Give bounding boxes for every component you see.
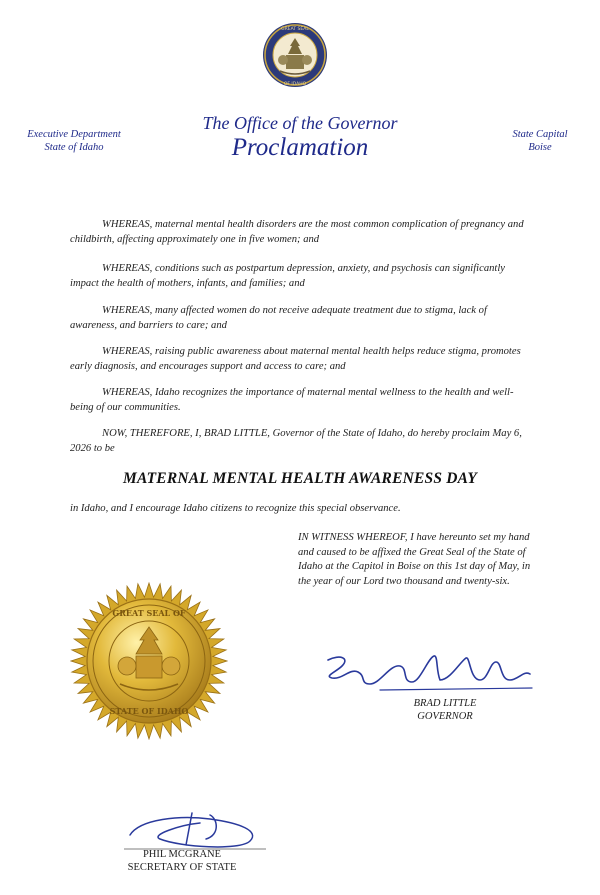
boise-label: Boise [528,142,552,153]
svg-text:GREAT SEAL: GREAT SEAL [281,27,309,32]
office-title: The Office of the Governor [202,113,398,133]
whereas-paragraph: WHEREAS, many affected women do not receive adequate treatment due to stigma, lack of awareness, and barriers to care; and [70,305,487,331]
closing-line: in Idaho, and I encourage Idaho citizens to recognize this special observance. [70,503,401,514]
proclamation-title: Proclamation [231,134,369,161]
svg-text:STATE OF IDAHO: STATE OF IDAHO [109,706,189,716]
state-capital-label: State Capital [512,129,568,140]
proclamation-headline: MATERNAL MENTAL HEALTH AWARENESS DAY [122,470,478,487]
governor-title: GOVERNOR [417,711,473,722]
right-header [490,128,590,154]
secretary-name: PHIL MCGRANE [142,849,222,860]
gold-embossed-seal-icon [70,582,228,740]
state-of-idaho-label: State of Idaho [44,142,104,153]
executive-department-label: Executive Department [27,129,121,140]
governor-signature-icon [320,650,540,698]
svg-text:OF IDAHO: OF IDAHO [283,82,307,87]
whereas-paragraph: WHEREAS, Idaho recognizes the importance of maternal mental wellness to the health and well-being of our communities. [70,387,514,413]
secretary-name-block [112,848,252,874]
now-therefore-paragraph: NOW, THEREFORE, I, BRAD LITTLE, Governor of the State of Idaho, do hereby proclaim May 6, 2026 to be [70,428,522,454]
whereas-paragraph: WHEREAS, raising public awareness about maternal mental health helps reduce stigma, promotes early diagnosis, and encourages support and access to care; and [70,346,521,372]
witness-paragraph: IN WITNESS WHEREOF, I have hereunto set my hand and caused to be affixed the Great Seal of the State of Idaho at the Capitol in Boise on this 1st day of May, in the year of our Lord two thousand and twenty-six. [298,532,531,587]
governor-name: BRAD LITTLE [413,698,477,709]
secretary-title: SECRETARY OF STATE [127,862,237,873]
governor-name-block [385,697,505,723]
great-seal-of-idaho-icon [262,22,328,88]
whereas-paragraph: WHEREAS, maternal mental health disorders are the most common complication of pregnancy and childbirth, affecting approximately one in five women; and [70,219,524,245]
whereas-paragraph: WHEREAS, conditions such as postpartum depression, anxiety, and psychosis can significantly impact the health of mothers, infants, and families; and [70,263,506,289]
svg-text:GREAT SEAL OF: GREAT SEAL OF [112,608,186,618]
